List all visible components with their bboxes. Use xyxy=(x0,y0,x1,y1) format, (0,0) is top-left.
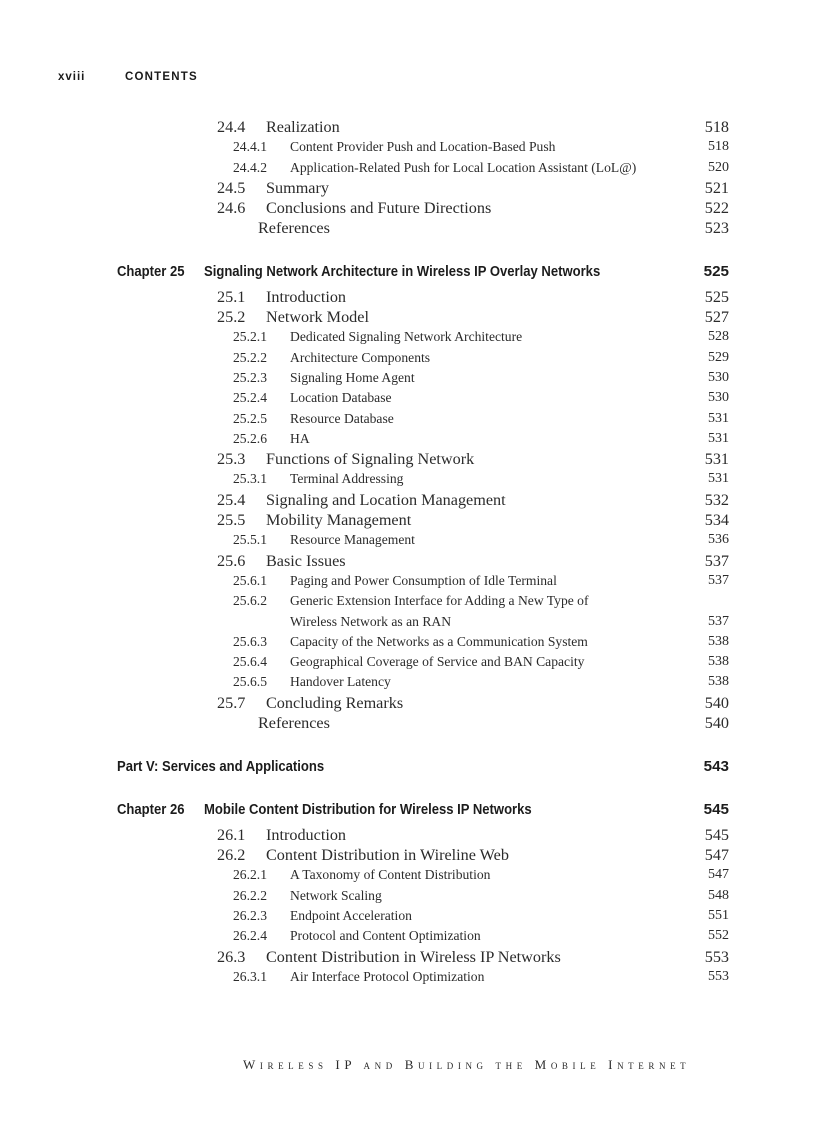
toc-entry-page: 538 xyxy=(708,674,729,690)
toc-entry-number: 24.6 xyxy=(217,199,246,218)
toc-entry xyxy=(0,198,816,218)
toc-entry-page: 547 xyxy=(708,867,729,883)
toc-entry-number: 26.2.1 xyxy=(233,867,267,883)
toc-entry-page: 528 xyxy=(708,329,729,345)
toc-entry-number: 26.2.3 xyxy=(233,908,267,923)
toc-entry-title: Paging and Power Consumption of Idle Terminal xyxy=(290,572,557,588)
toc-entry-page: 530 xyxy=(708,369,729,385)
toc-entry-page: 525 xyxy=(704,287,729,306)
toc-entry-page: 552 xyxy=(708,928,729,944)
toc-entry xyxy=(0,158,816,178)
toc-entry xyxy=(0,490,816,510)
toc-entry-title: Introduction xyxy=(266,287,347,306)
toc-entry xyxy=(0,825,816,845)
toc-entry-number: 26.3 xyxy=(217,947,246,966)
toc-entry-number: 25.6.5 xyxy=(233,674,267,690)
toc-entry-number: 26.1 xyxy=(217,825,246,844)
chapter-26-heading xyxy=(0,800,816,820)
toc-entry-page: 538 xyxy=(708,633,729,649)
toc-entry-number: 25.3.1 xyxy=(233,471,267,487)
toc-entry-number: 24.4.1 xyxy=(233,139,267,155)
toc-entry-title: Application-Related Push for Local Location Assistant (LoL@) xyxy=(290,159,637,175)
chapter-label: Chapter 26 xyxy=(117,801,185,819)
toc-entry-page: 523 xyxy=(704,219,729,238)
toc-entry xyxy=(0,348,816,368)
toc-entry xyxy=(0,906,816,926)
toc-entry-page: 520 xyxy=(708,159,729,175)
toc-block-chapter-25 xyxy=(0,287,816,734)
toc-entry-page: 532 xyxy=(704,490,729,509)
toc-entry-number: 25.5.1 xyxy=(233,532,267,548)
toc-entry-page: 527 xyxy=(704,308,729,327)
toc-entry xyxy=(0,672,816,692)
toc-entry-title: Content Provider Push and Location-Based Push xyxy=(290,139,556,155)
chapter-page: 545 xyxy=(703,801,729,819)
toc-entry-page: 530 xyxy=(708,390,729,406)
toc-entry xyxy=(0,368,816,388)
running-title: CONTENTS xyxy=(125,71,198,83)
toc-entry-page: 531 xyxy=(704,450,729,469)
toc-entry-number: 25.2.3 xyxy=(233,369,267,385)
toc-entry xyxy=(0,632,816,652)
chapter-title: Signaling Network Architecture in Wireless IP Overlay Networks xyxy=(204,263,601,281)
toc-entry-title: Basic Issues xyxy=(266,551,346,570)
toc-entry-page: 553 xyxy=(708,968,729,984)
toc-entry-page: 547 xyxy=(704,846,729,865)
toc-references-entry xyxy=(0,218,816,238)
toc-entry xyxy=(0,947,816,967)
toc-entry-page: 545 xyxy=(704,825,729,844)
toc-entry-title: References xyxy=(258,219,330,238)
toc-entry xyxy=(0,388,816,408)
toc-entry-page: 531 xyxy=(708,430,729,446)
toc-entry xyxy=(0,449,816,469)
toc-entry-page: 534 xyxy=(704,511,729,530)
toc-entry xyxy=(0,845,816,865)
toc-entry-page: 518 xyxy=(708,139,729,155)
toc-entry-page: 540 xyxy=(704,714,729,733)
toc-entry-page: 548 xyxy=(708,887,729,903)
toc-entry xyxy=(0,530,816,550)
toc-entry-title: HA xyxy=(290,430,310,446)
toc-entry-number: 25.7 xyxy=(217,693,246,712)
toc-entry xyxy=(0,591,816,611)
page-number: xviii xyxy=(58,71,86,83)
toc-entry xyxy=(0,307,816,327)
toc-references-entry xyxy=(0,713,816,733)
toc-entry-number: 25.6.4 xyxy=(233,654,267,670)
running-foot: Wireless IP and Building the Mobile Internet xyxy=(243,1057,691,1072)
chapter-label: Chapter 25 xyxy=(117,263,185,281)
toc-entry-title: Concluding Remarks xyxy=(266,693,404,712)
part-5-heading xyxy=(0,757,816,777)
toc-entry-title: Endpoint Acceleration xyxy=(290,908,412,923)
part-page: 543 xyxy=(703,757,729,775)
toc-entry xyxy=(0,612,816,632)
toc-entry-title: Location Database xyxy=(290,390,392,406)
toc-entry xyxy=(0,117,816,137)
toc-entry-title: Mobility Management xyxy=(266,511,412,530)
toc-entry xyxy=(0,137,816,157)
toc-entry-number: 24.4.2 xyxy=(233,159,267,175)
chapter-page: 525 xyxy=(703,263,729,281)
toc-entry-title: Signaling and Location Management xyxy=(266,490,506,509)
toc-entry-page: 537 xyxy=(704,551,729,570)
toc-entry-number: 25.4 xyxy=(217,490,246,509)
toc-entry xyxy=(0,409,816,429)
toc-entry-title: Resource Database xyxy=(290,410,394,426)
toc-entry xyxy=(0,693,816,713)
part-title: Part V: Services and Applications xyxy=(117,757,325,775)
toc-entry-title: Air Interface Protocol Optimization xyxy=(290,968,485,984)
toc-entry-number: 25.1 xyxy=(217,287,246,306)
toc-entry-number: 26.2.2 xyxy=(233,887,267,903)
toc-entry xyxy=(0,865,816,885)
toc-entry xyxy=(0,886,816,906)
toc-entry-number: 26.2 xyxy=(217,846,246,865)
toc-entry-title: Conclusions and Future Directions xyxy=(266,199,492,218)
toc-entry-number: 25.6.1 xyxy=(233,572,267,588)
toc-entry-page: 537 xyxy=(708,613,729,629)
toc-entry-number: 25.2.4 xyxy=(233,390,267,406)
toc-entry-title: Protocol and Content Optimization xyxy=(290,928,481,944)
toc-entry-page: 522 xyxy=(704,199,729,218)
toc-entry-page: 518 xyxy=(704,118,729,136)
toc-block-chapter-26 xyxy=(0,825,816,987)
toc-entry xyxy=(0,469,816,489)
toc-entry-page: 536 xyxy=(708,532,729,548)
toc-entry-number: 25.2.1 xyxy=(233,329,267,345)
toc-entry-title: Content Distribution in Wireless IP Networks xyxy=(266,947,561,966)
toc-entry xyxy=(0,926,816,946)
toc-entry-title: Signaling Home Agent xyxy=(290,369,415,385)
toc-entry-page: 529 xyxy=(708,349,729,365)
toc-entry-title: Realization xyxy=(266,118,340,136)
toc-entry-title: A Taxonomy of Content Distribution xyxy=(290,867,491,883)
toc-entry-number: 25.2.6 xyxy=(233,430,267,446)
toc-entry-title: References xyxy=(258,714,330,733)
toc-entry-number: 25.3 xyxy=(217,450,246,469)
chapter-25-heading xyxy=(0,262,816,282)
toc-entry-title: Terminal Addressing xyxy=(290,471,404,487)
toc-entry-title: Functions of Signaling Network xyxy=(266,450,475,469)
toc-entry-title: Handover Latency xyxy=(290,674,391,690)
toc-entry-number: 24.4 xyxy=(217,118,246,136)
toc-entry xyxy=(0,429,816,449)
toc-entry xyxy=(0,287,816,307)
toc-entry-title: Dedicated Signaling Network Architecture xyxy=(290,329,523,345)
running-head xyxy=(58,71,198,83)
toc-entry-title: Generic Extension Interface for Adding a New Type of xyxy=(290,593,589,609)
toc-entry xyxy=(0,551,816,571)
toc-entry-number: 25.6.3 xyxy=(233,633,267,649)
toc-entry-number: 25.2 xyxy=(217,308,246,327)
toc-entry-title: Capacity of the Networks as a Communication System xyxy=(290,633,588,649)
toc-entry-title: Wireless Network as an RAN xyxy=(290,613,452,629)
table-of-contents xyxy=(0,117,816,987)
toc-entry-number: 25.2.5 xyxy=(233,410,267,426)
toc-entry-title: Resource Management xyxy=(290,532,415,548)
toc-entry-page: 538 xyxy=(708,654,729,670)
toc-entry xyxy=(0,327,816,347)
toc-entry-number: 25.6 xyxy=(217,551,246,570)
toc-entry-title: Content Distribution in Wireline Web xyxy=(266,846,509,865)
toc-entry-page: 540 xyxy=(704,693,729,712)
toc-entry-title: Geographical Coverage of Service and BAN Capacity xyxy=(290,654,585,670)
toc-entry-number: 26.2.4 xyxy=(233,928,267,944)
toc-entry-number: 24.5 xyxy=(217,178,246,197)
toc-entry-page: 537 xyxy=(708,572,729,588)
toc-entry-page: 531 xyxy=(708,410,729,426)
toc-entry xyxy=(0,571,816,591)
toc-entry-number: 25.2.2 xyxy=(233,349,267,365)
toc-entry-page: 531 xyxy=(708,471,729,487)
chapter-title: Mobile Content Distribution for Wireless IP Networks xyxy=(204,801,532,819)
toc-entry xyxy=(0,510,816,530)
toc-entry-title: Network Model xyxy=(266,308,369,327)
toc-entry-page: 553 xyxy=(704,947,729,966)
toc-entry-page: 551 xyxy=(708,908,729,923)
toc-entry-number: 25.6.2 xyxy=(233,593,267,609)
toc-block-chapter-24 xyxy=(0,117,816,239)
toc-entry xyxy=(0,652,816,672)
toc-entry-title: Summary xyxy=(266,178,329,197)
toc-entry-page: 521 xyxy=(704,178,729,197)
toc-entry-title: Introduction xyxy=(266,825,347,844)
toc-entry-number: 25.5 xyxy=(217,511,246,530)
toc-entry-number: 26.3.1 xyxy=(233,968,267,984)
toc-entry-title: Network Scaling xyxy=(290,887,382,903)
toc-entry xyxy=(0,178,816,198)
toc-entry-title: Architecture Components xyxy=(290,349,431,365)
toc-entry xyxy=(0,967,816,987)
